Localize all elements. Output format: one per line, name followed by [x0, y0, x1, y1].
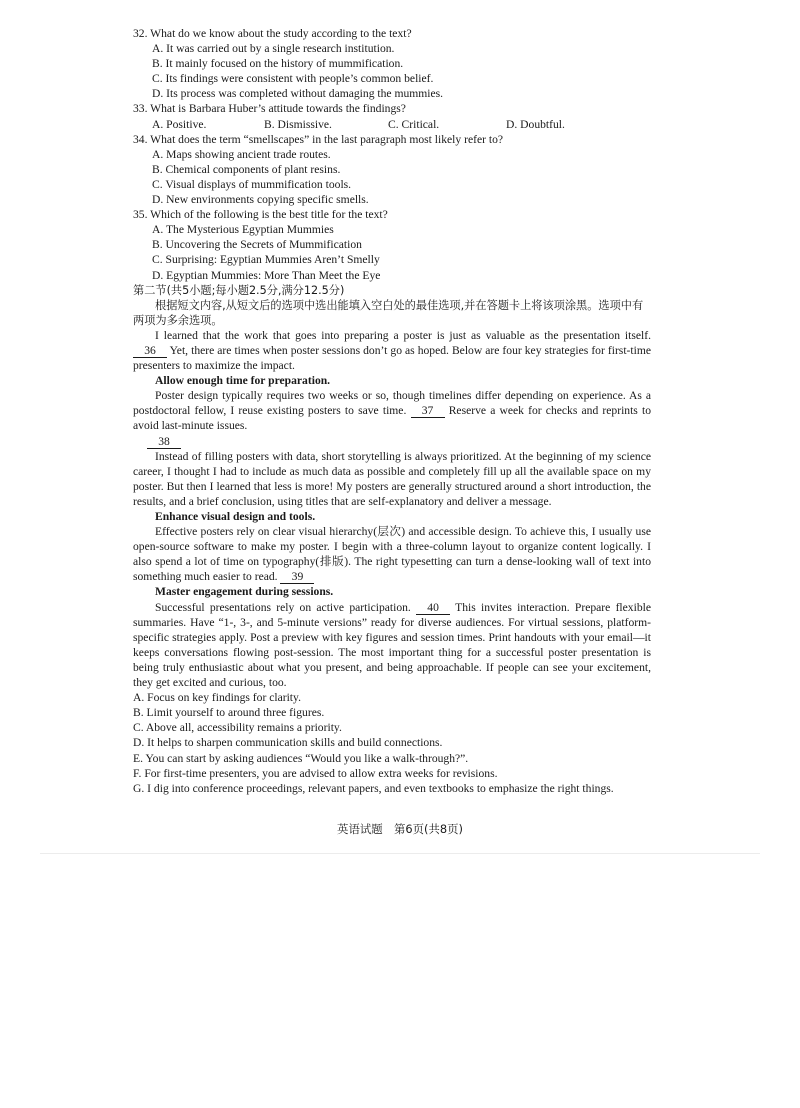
option-a: A. It was carried out by a single research institution. [152, 42, 395, 56]
answer-options [133, 690, 651, 796]
answer-option-b: B. Limit yourself to around three figures. [133, 706, 325, 720]
option-c: C. Surprising: Egyptian Mummies Aren’t Smelly [152, 253, 380, 267]
subheading-visual-design: Enhance visual design and tools. [155, 510, 316, 523]
answer-option-c: C. Above all, accessibility remains a priority. [133, 721, 342, 735]
blank-38: 38 [147, 436, 181, 449]
paragraph-storytelling: Instead of filling posters with data, short storytelling is always prioritized. At the beginning of my science career, I thought I had to include as much data as possible and completely fill up all the available space on my poster. But then I learned that less is more! My posters are generally structured around a short introduction, the results, and a brief conclusion, using titles that are self-explanatory and deliver a message. [133, 449, 651, 508]
option-d: D. Egyptian Mummies: More Than Meet the Eye [152, 268, 381, 282]
paragraph-preparation [133, 388, 651, 433]
page-divider [40, 853, 760, 854]
intro-text-1: I learned that the work that goes into preparing a poster is just as valuable as the presentation itself. [155, 328, 651, 342]
option-d: D. New environments copying specific smells. [152, 193, 369, 207]
page-footer: 英语试题 第6页(共8页) [337, 822, 463, 836]
question-stem: 33. What is Barbara Huber’s attitude towards the findings? [133, 102, 406, 116]
passage-intro [133, 328, 651, 373]
option-b: B. Uncovering the Secrets of Mummification [152, 238, 362, 252]
option-a: A. Positive. [152, 117, 207, 131]
option-a: A. The Mysterious Egyptian Mummies [152, 223, 334, 237]
p4-text-a: Successful presentations rely on active participation. [155, 600, 411, 614]
question-stem: 34. What does the term “smellscapes” in the last paragraph most likely refer to? [133, 132, 504, 146]
blank-39: 39 [280, 571, 314, 584]
option-b: B. Chemical components of plant resins. [152, 162, 341, 176]
question-32 [133, 26, 651, 101]
question-34 [133, 132, 651, 207]
paragraph-engagement [133, 600, 651, 691]
option-b: B. It mainly focused on the history of mummification. [152, 57, 404, 71]
subheading-engagement: Master engagement during sessions. [155, 585, 334, 599]
blank-36: 36 [133, 345, 167, 358]
intro-text-2: Yet, there are times when poster sessions don’t go as hoped. Below are four key strategies for first-time presenters to maximize the impact. [133, 343, 652, 373]
option-d: D. Its process was completed without damaging the mummies. [152, 87, 444, 101]
answer-option-e: E. You can start by asking audiences “Would you like a walk-through?”. [133, 751, 469, 765]
option-c: C. Visual displays of mummification tools. [152, 177, 352, 191]
question-stem: 35. Which of the following is the best title for the text? [133, 208, 388, 222]
section-heading: 第二节(共5小题;每小题2.5分,满分12.5分) [133, 283, 345, 297]
p3-text: Effective posters rely on clear visual hierarchy(层次) and accessible design. To achieve this, I usually use open-source software to make my poster. I begin with a three-column layout to organize content logically. I also spend a lot of time on typography(排版). The right typesetting can turn a dense-looking wall of text into something much easier to read. [133, 525, 651, 584]
option-a: A. Maps showing ancient trade routes. [152, 147, 331, 161]
answer-option-f: F. For first-time presenters, you are advised to allow extra weeks for revisions. [133, 766, 498, 780]
option-row [152, 117, 651, 132]
answer-option-g: G. I dig into conference proceedings, relevant papers, and even textbooks to emphasize the right things. [133, 781, 614, 795]
subheading-preparation: Allow enough time for preparation. [155, 374, 331, 388]
answer-option-d: D. It helps to sharpen communication skills and build connections. [133, 736, 443, 750]
page-content [133, 26, 651, 796]
blank-38-line [147, 434, 651, 449]
question-33 [133, 101, 651, 131]
option-c: C. Its findings were consistent with people’s common belief. [152, 72, 434, 86]
answer-option-a: A. Focus on key findings for clarity. [133, 691, 301, 705]
section-instruction: 根据短文内容,从短文后的选项中选出能填入空白处的最佳选项,并在答题卡上将该项涂黑。选项中有两项为多余选项。 [133, 298, 644, 327]
p4-text-b: This invites interaction. Prepare flexible summaries. Have “1-, 3-, and 5-minute versions” ready for diverse audiences. For virtual sessions, platform-specific strategies apply. Post a preview with key figures and session times. Print handouts with your email—it keeps conversations flowing post-session. The most important thing for a successful poster presentation is being truly enthusiastic about what you present, and being approachable. If people can see your excitement, they get excited and curious, too. [133, 600, 651, 690]
option-b: B. Dismissive. [264, 117, 332, 131]
p1-text-b: Reserve a week for checks and reprints to avoid last-minute issues. [133, 404, 652, 433]
question-35 [133, 207, 651, 282]
option-d: D. Doubtful. [506, 117, 565, 131]
question-stem: 32. What do we know about the study according to the text? [133, 27, 412, 40]
p1-text-a: Poster design typically requires two weeks or so, though timelines differ depending on experience. As a postdoctoral fellow, I reuse existing posters to save time. [133, 389, 651, 418]
blank-37: 37 [411, 405, 445, 418]
option-c: C. Critical. [388, 117, 440, 131]
paragraph-visual-design [133, 524, 651, 584]
blank-40: 40 [416, 602, 450, 615]
